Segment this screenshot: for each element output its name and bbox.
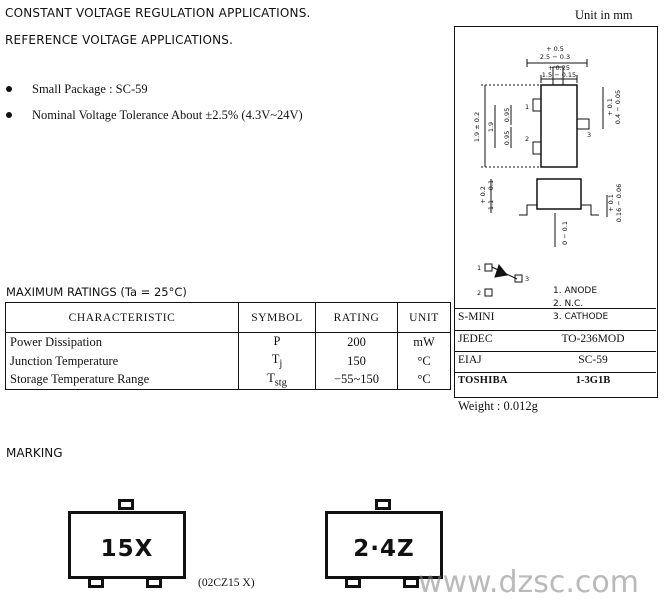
cell-symbol: P — [239, 333, 316, 352]
cell-characteristic: Storage Temperature Range — [6, 371, 239, 390]
table-row — [6, 333, 451, 352]
schematic-pin-3: 3 — [525, 275, 530, 283]
marking-package-1 — [68, 511, 186, 579]
package-row — [455, 372, 656, 392]
dim-lead-len: 0.4 − 0.05 — [614, 89, 622, 125]
package-name: JEDEC — [458, 333, 493, 345]
dim-height-total: 1.9 ± 0.2 — [473, 111, 481, 143]
dim-side-height-tol: + 0.2 — [479, 186, 487, 204]
package-row — [455, 308, 656, 328]
pin-legend-cathode: 3. CATHODE — [553, 312, 609, 322]
cell-rating: 200 — [316, 333, 398, 352]
ratings-title: MAXIMUM RATINGS (Ta = 25°C) — [6, 285, 187, 299]
marking-pin-top — [118, 499, 134, 510]
package-name: S-MINI — [458, 311, 495, 323]
package-body-top — [541, 85, 577, 167]
dim-lead-thick: 0.16 − 0.06 — [615, 183, 623, 223]
dim-lead-thick-tol: + 0.1 — [607, 194, 615, 212]
dim-side-height: 1.1 − 0.1 — [487, 179, 495, 211]
weight-label: Weight : 0.012g — [458, 399, 538, 413]
pin-number-3: 3 — [587, 131, 592, 139]
cell-characteristic: Power Dissipation — [6, 333, 239, 352]
package-value: SC-59 — [578, 354, 608, 366]
cell-rating: 150 — [316, 352, 398, 371]
package-name: EIAJ — [458, 354, 482, 366]
dim-pitch: 1.9 — [487, 121, 495, 133]
ratings-table — [5, 302, 451, 390]
marking-pin-top — [375, 499, 391, 510]
cell-symbol: $T_j$ — [239, 352, 316, 371]
table-row — [6, 352, 451, 371]
schematic-pin-1: 1 — [477, 264, 482, 272]
header-rating: RATING — [316, 303, 398, 333]
marking-note: (02CZ15 X) — [198, 577, 255, 589]
unit-label: Unit in mm — [575, 8, 633, 22]
dim-pin-pitch-b: 0.95 — [503, 130, 511, 146]
package-drawing — [455, 27, 656, 309]
feature-item — [6, 82, 148, 97]
ratings-header-row — [6, 303, 451, 333]
cell-characteristic: Junction Temperature — [6, 352, 239, 371]
package-row — [455, 330, 656, 350]
dim-top-width-tol: + 0.5 — [546, 45, 564, 53]
heading-applications: CONSTANT VOLTAGE REGULATION APPLICATIONS. — [5, 6, 311, 20]
watermark-text: www.dzsc.com — [418, 565, 639, 600]
pin-1-pad — [485, 264, 492, 271]
pin-2-pad — [485, 289, 492, 296]
package-value: TO-236MOD — [561, 333, 625, 345]
package-name: TOSHIBA — [458, 375, 508, 386]
schematic-pin-2: 2 — [477, 289, 482, 297]
header-unit: UNIT — [398, 303, 451, 333]
feature-text: Small Package : SC-59 — [32, 82, 148, 96]
lead-left-2 — [533, 142, 541, 154]
bullet-icon — [6, 86, 12, 92]
header-symbol: SYMBOL — [239, 303, 316, 333]
table-row — [6, 371, 451, 390]
cell-unit: °C — [398, 352, 451, 371]
cell-rating: −55~150 — [316, 371, 398, 390]
heading-reference: REFERENCE VOLTAGE APPLICATIONS. — [5, 33, 234, 47]
dim-top-width: 2.5 − 0.3 — [539, 53, 571, 61]
lead-left-1 — [533, 99, 541, 111]
pin-number-1: 1 — [525, 103, 530, 111]
bullet-icon — [6, 112, 12, 118]
dim-standoff: 0 − 0.1 — [561, 220, 569, 246]
cell-symbol: $T_{stg}$ — [239, 371, 316, 390]
package-value: 1-3G1B — [575, 375, 611, 386]
package-body-side — [537, 179, 581, 209]
lead-right-3 — [577, 119, 589, 129]
cell-unit: mW — [398, 333, 451, 352]
dim-pin-pitch-a: 0.95 — [503, 107, 511, 123]
header-characteristic: CHARACTERISTIC — [6, 303, 239, 333]
dim-lead-len-tol: + 0.1 — [606, 98, 614, 116]
pin-number-2: 2 — [525, 135, 530, 143]
marking-title: MARKING — [6, 446, 63, 460]
feature-item — [6, 108, 303, 123]
pin-legend-nc: 2. N.C. — [553, 299, 584, 309]
marking-code-2: 2·4Z — [353, 536, 415, 562]
cell-unit: °C — [398, 371, 451, 390]
package-row — [455, 351, 656, 371]
package-outline-box — [454, 26, 658, 398]
pin-legend-anode: 1. ANODE — [553, 286, 598, 296]
marking-code-1: 15X — [100, 536, 154, 562]
watermark — [360, 564, 665, 604]
feature-text: Nominal Voltage Tolerance About ±2.5% (4.3V~24V) — [32, 108, 303, 122]
dim-body-width-tol: + 0.25 — [548, 64, 570, 72]
dim-body-width: 1.5 − 0.15 — [541, 71, 577, 79]
